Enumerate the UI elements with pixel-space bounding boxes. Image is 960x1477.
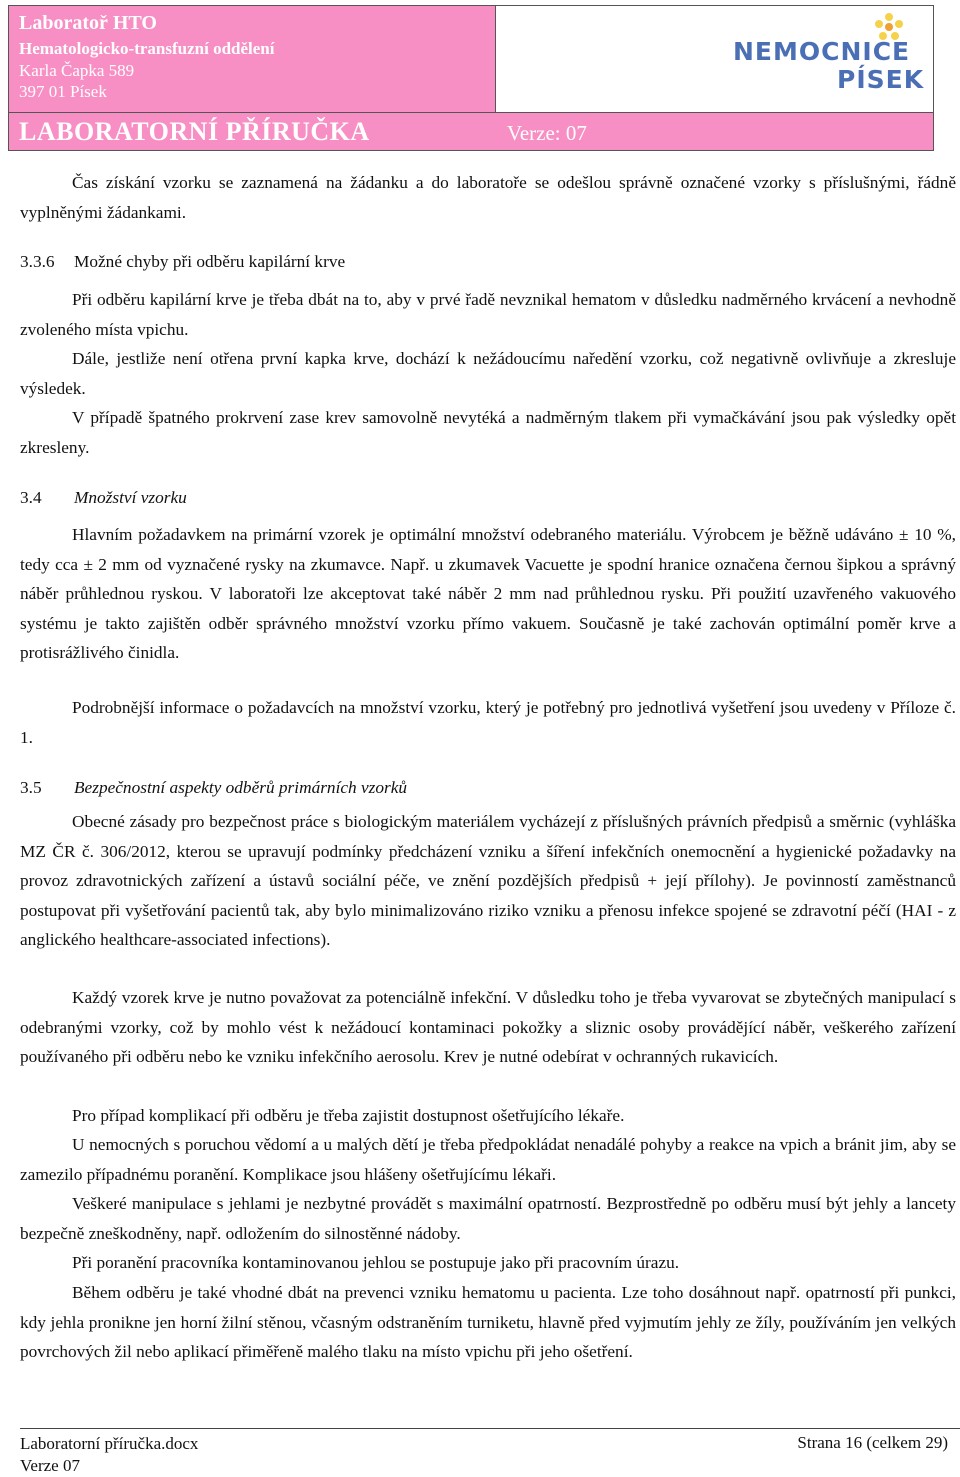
section-number: 3.3.6 xyxy=(20,252,55,271)
document-header xyxy=(8,5,934,151)
paragraph: Podrobnější informace o požadavcích na množství vzorku, který je potřebný pro jednotlivá vyšetření jsou uvedeny v Příloze č. 1. xyxy=(20,698,956,747)
city-address: 397 01 Písek xyxy=(19,82,107,101)
paragraph: Každý vzorek krve je nutno považovat za potenciálně infekční. V důsledku toho je třeba vyvarovat se zbytečných manipulací s odebranými vzorky, což by mohlo vést k nežádoucí kontaminaci pokožky a sliznic osoby provádějící náběr, veškerého zařízení používaného při odběru nebo ke vzniku infekčního aerosolu. Krev je nutné odebírat v ochranných rukavicích. xyxy=(20,988,956,1066)
paragraph: Při poranění pracovníka kontaminovanou jehlou se postupuje jako při pracovním úrazu. xyxy=(72,1253,680,1272)
paragraph: Obecné zásady pro bezpečnost práce s biologickým materiálem vycházejí z příslušných právních předpisů a směrnic (vyhláška MZ ČR č. 306/2012, kterou se upravují podmínky předcházení vzniku a šíření infekčních onemocnění a hygienické požadavky na provoz zdravotnických zařízení a ústavů sociální péče, ve znění pozdějších předpisů + její přílohy). Je povinností zaměstnanců postupovat při vyšetřování pacientů tak, aby bylo minimalizováno riziko vzniku a přenosu infekce spojené se zdravotní péčí (HAI - z anglického healthcare-associated infections). xyxy=(20,812,956,949)
lab-address-block xyxy=(9,6,496,113)
street-address: Karla Čapka 589 xyxy=(19,61,135,80)
section-number: 3.5 xyxy=(20,778,42,797)
paragraph: Veškeré manipulace s jehlami je nezbytné provádět s maximální opatrností. Bezprostředně po odběru musí být jehly a lancety bezpečně zneškodněny, např. odložením do silnostěnné nádoby. xyxy=(20,1194,956,1243)
footer-filename: Laboratorní příručka.docx xyxy=(20,1434,199,1453)
section-title: Bezpečnostní aspekty odběrů primárních vzorků xyxy=(74,778,408,797)
paragraph: Dále, jestliže není otřena první kapka krve, dochází k nežádoucímu naředění vzorku, což negativně ovlivňuje a zkresluje výsledek. xyxy=(20,349,956,398)
logo-text-pisek: PÍSEK xyxy=(837,65,925,94)
department-name: Hematologicko-transfuzní oddělení xyxy=(19,39,275,58)
footer-version: Verze 07 xyxy=(20,1456,80,1475)
title-band xyxy=(9,113,933,150)
footer-page-number: Strana 16 (celkem 29) xyxy=(797,1433,948,1452)
footer-left xyxy=(20,1433,198,1477)
section-number: 3.4 xyxy=(20,488,42,507)
paragraph: U nemocných s poruchou vědomí a u malých dětí je třeba předpokládat nenadálé pohyby a reakce na vpich a bránit jim, aby se zamezilo případnému poranění. Komplikace jsou hlášeny ošetřujícímu lékaři. xyxy=(20,1135,956,1184)
paragraph: V případě špatného prokrvení zase krev samovolně nevytéká a nadměrným tlakem při vymačkávání jsou pak výsledky opět zkresleny. xyxy=(20,408,956,457)
header-version: Verze: 07 xyxy=(507,121,587,145)
paragraph: Hlavním požadavkem na primární vzorek je optimální množství odebraného materiálu. Výrobcem je běžně udáváno ± 10 %, tedy cca ± 2 mm od vyznačené rysky na zkumavce. Např. u zkumavek Vacuette je spodní hranice označena černou šipkou a správný náběr průhlednou ryskou. V laboratoři lze akceptovat také náběr 2 mm nad průhlednou rysku. Při použití uzavřeného vakuového systému je takto zajištěn odběr správného množství vzorku přímo vakuem. Současně je také zachován optimální poměr krve a protisrážlivého činidla. xyxy=(20,525,956,662)
document-title: LABORATORNÍ PŘÍRUČKA xyxy=(19,117,370,146)
hospital-logo xyxy=(496,6,933,113)
section-3-4-heading xyxy=(20,488,187,508)
section-3-5-heading xyxy=(20,778,407,798)
lab-name: Laboratoř HTO xyxy=(19,12,157,34)
paragraph: Při odběru kapilární krve je třeba dbát na to, aby v prvé řadě nevznikal hematom v důsledku nadměrného krvácení a nevhodně zvoleného místa vpichu. xyxy=(20,290,956,339)
footer-divider xyxy=(20,1428,960,1429)
paragraph: Během odběru je také vhodné dbát na prevenci vzniku hematomu u pacienta. Lze toho dosáhnout např. opatrností při punkci, kdy jehla pronikne jen horní žilní stěnou, včasným odstraněním turniketu, hlavně před vyjmutím jehly ze žíly, používáním jen velkých povrchových žil nebo aplikací přiměřeně malého tlaku na místo vpichu při jeho ošetření. xyxy=(20,1283,956,1361)
section-title: Množství vzorku xyxy=(74,488,187,507)
section-3-3-6-heading xyxy=(20,252,345,272)
intro-paragraph: Čas získání vzorku se zaznamená na žádanku a do laboratoře se odešlou správně označené vzorky s příslušnými, řádně vyplněnými žádankami. xyxy=(20,173,956,222)
logo-text-nemocnice: NEMOCNICE xyxy=(733,37,911,66)
paragraph: Pro případ komplikací při odběru je třeba zajistit dostupnost ošetřujícího lékaře. xyxy=(72,1106,625,1125)
section-title: Možné chyby při odběru kapilární krve xyxy=(74,252,346,271)
